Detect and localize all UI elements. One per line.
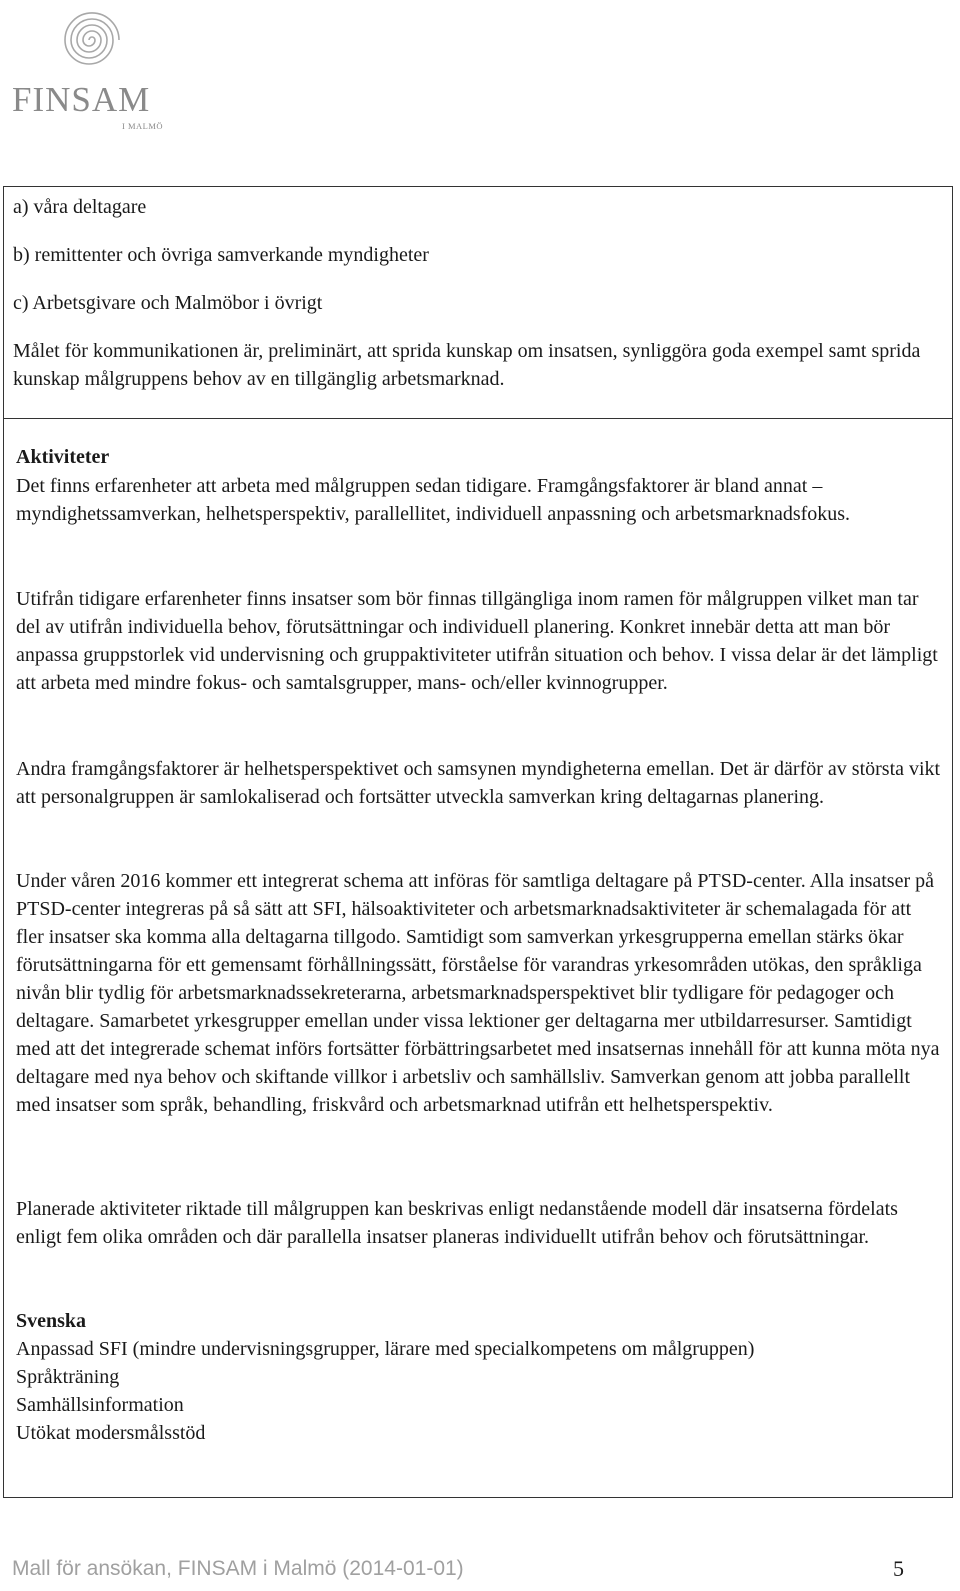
list-item-b: b) remittenter och övriga samverkande myndigheter (13, 244, 429, 266)
page-number: 5 (893, 1556, 904, 1581)
paragraph-experience: Det finns erfarenheter att arbeta med målgruppen sedan tidigare. Framgångsfaktorer är bland annat – myndighetssamverkan, helhetsperspektiv, parallellitet, individuell anpassning och arbetsmarknadsfokus. (16, 475, 851, 525)
logo-subtitle: I MALMÖ (122, 121, 164, 131)
swedish-item: Samhällsinformation (16, 1394, 184, 1416)
paragraph-planned-activities: Planerade aktiviteter riktade till målgruppen kan beskrivas enligt nedanstående modell där insatserna fördelats enligt fem olika områden och där parallella insatser planeras individuellt utifrån behov och förutsättningar. (16, 1198, 898, 1248)
swedish-item: Utökat modersmålsstöd (16, 1422, 206, 1444)
communication-goal-paragraph: Målet för kommunikationen är, preliminärt, att sprida kunskap om insatsen, synliggöra goda exempel samt sprida kunskap målgruppens behov av en tillgänglig arbetsmarknad. (13, 340, 921, 390)
paragraph-previous-experience: Utifrån tidigare erfarenheter finns insatser som bör finnas tillgängliga inom ramen för målgruppen vilket man tar del av utifrån individuella behov, förutsättningar och individuell planering. Konkret innebär detta att man bör anpassa gruppstorlek vid undervisning och gruppaktiviteter utifrån situation och behov. I vissa delar är det lämpligt att arbeta med mindre fokus- och samtalsgrupper, mans- och/eller kvinnogrupper. (16, 588, 938, 694)
finsam-logo (10, 0, 180, 135)
activities-box (3, 418, 953, 1498)
swedish-item: Anpassad SFI (mindre undervisningsgrupper, lärare med specialkompetens om målgruppen) (16, 1338, 755, 1360)
swedish-item: Språkträning (16, 1366, 120, 1388)
logo-wordmark: FINSAM (12, 80, 151, 119)
paragraph-success-factors: Andra framgångsfaktorer är helhetsperspektivet och samsynen myndigheterna emellan. Det är därför av största vikt att personalgruppen är samlokaliserad och fortsätter utveckla samverkan kring deltagarnas planering. (16, 758, 941, 808)
page-footer: Mall för ansökan, FINSAM i Malmö (2014-01-01) (12, 1557, 464, 1580)
intro-box (3, 186, 953, 418)
spiral-logo-icon (10, 0, 180, 90)
activities-heading: Aktiviteter (16, 446, 110, 468)
paragraph-integrated-schedule: Under våren 2016 kommer ett integrerat schema att införas för samtliga deltagare på PTSD-center. Alla insatser på PTSD-center integreras på så sätt att SFI, hälsoaktiviteter och arbetsmarknadsaktiviteter är schemalagada för att fler insatser ska komma alla deltagarna tillgodo. Samtidigt som samverkan yrkesgrupperna emellan stärks ökar förutsättningarna för ett gemensamt förhållningssätt, förståelse för varandras yrkesområden utökas, den språkliga nivån blir tydlig för arbetsmarknadssekreterarna, arbetsmarknadsperspektivet blir tydligare för pedagoger och deltagare. Samarbetet yrkesgrupper emellan under vissa lektioner ger deltagarna mer utbildarresurser. Samtidigt med att det integrerade schemat införs fortsätter förbättringsarbetet med insatsernas innehåll för att kunna möta nya deltagare med nya behov och skiftande villkor i arbetsliv och samhällsliv. Samverkan genom att jobba parallellt med insatser som språk, behandling, friskvård och arbetsmarknad utifrån ett helhetsperspektiv. (16, 870, 940, 1116)
list-item-c: c) Arbetsgivare och Malmöbor i övrigt (13, 292, 323, 314)
list-item-a: a) våra deltagare (13, 196, 147, 218)
swedish-heading: Svenska (16, 1310, 87, 1332)
